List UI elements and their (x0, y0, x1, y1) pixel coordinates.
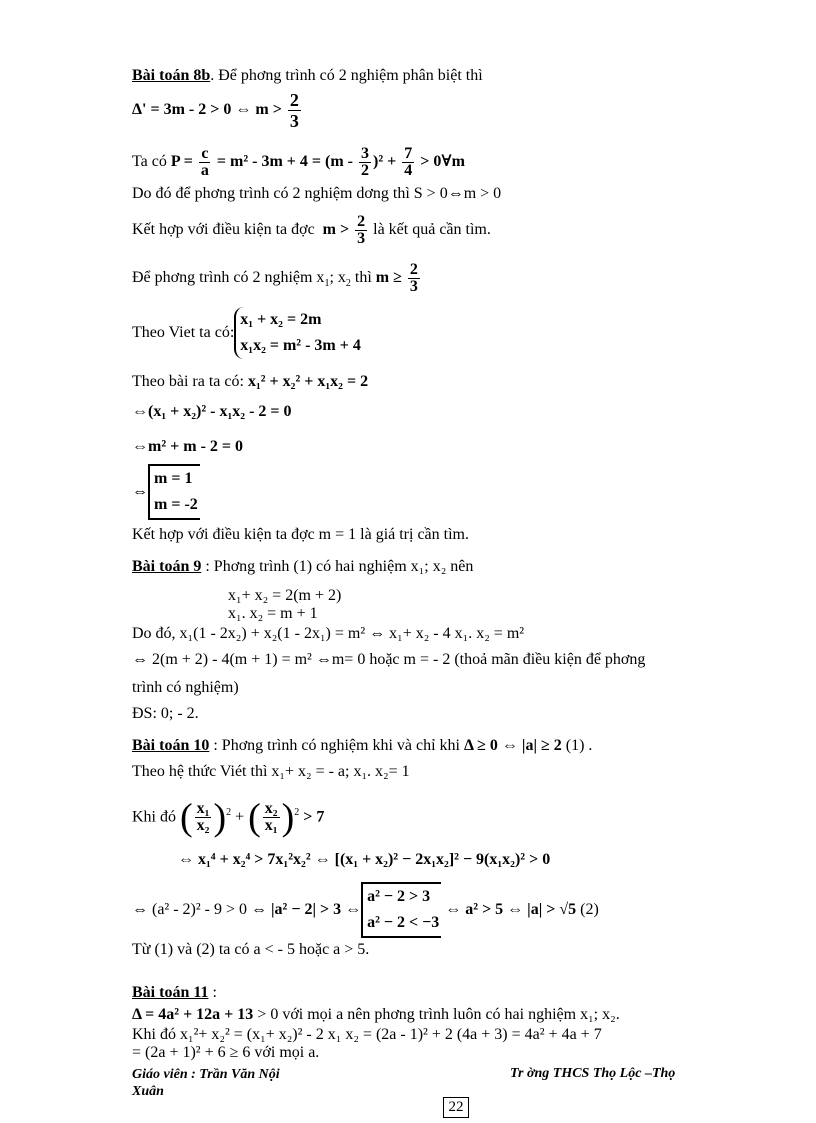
p8b-delta-line (132, 90, 303, 131)
p11-line2: Khi đó x₁²+ x₂² = (x₁+ x₂)² - 2 x₁ x₂ = (2a - 1)² + 2 (4a + 3) = 4a² + 4a + 7 (132, 1026, 602, 1043)
p8c-dk-mid: ; x (329, 269, 346, 286)
p10-cond-post: (1) . (561, 737, 593, 754)
p10-case2: a² − 2 < −3 (367, 914, 440, 932)
p11-heading: Bài toán 11 (132, 984, 209, 1001)
p8b-kh-pre: Kết hợp với điều kiện ta đợc (132, 221, 315, 238)
p10-eq-a-line (132, 880, 599, 940)
frac-num: x₁ (196, 800, 210, 818)
footer-teacher-line2: Xuân (132, 1084, 164, 1099)
p8b-intro-line (132, 66, 483, 86)
sol-1: m = 1 (154, 470, 193, 488)
p9-intro: : Phơng trình (1) có hai nghiệm x₁; x₂ nên (201, 558, 474, 575)
p8c-ketluan: Kết hợp với điều kiện ta đợc m = 1 là giá trị cần tìm. (132, 526, 469, 543)
p10-cases (361, 882, 441, 938)
footer-school: Tr ờng THCS Thọ Lộc –Thọ (510, 1066, 676, 1081)
p8b-heading: Bài toán 8b (132, 67, 211, 84)
p10-eq-a-abs: |a² − 2| > 3 ⇔ (271, 901, 362, 918)
p11-line3: = (2a + 1)² + 6 ≥ 6 với mọi a. (132, 1044, 320, 1061)
frac-num: 3 (361, 144, 369, 162)
frac-num: 2 (357, 212, 366, 230)
p8b-P-end: > 0∀m (420, 153, 465, 170)
frac-den: a (200, 161, 209, 179)
p11-colon: : (208, 984, 217, 1001)
p10-concl: Từ (1) và (2) ta có a < - 5 hoặc a > 5. (132, 941, 370, 958)
frac-x2-x1 (263, 801, 280, 834)
p8c-baira-eq: x₁² + x₂² + x₁x₂ = 2 (247, 373, 369, 390)
p8b-P-mid2: )² + (373, 153, 397, 170)
p8c-iff: ⇔ (132, 483, 148, 500)
frac-2-3 (288, 90, 301, 131)
p10-eq-long: ⇔ x₁⁴ + x₂⁴ > 7x₁²x₂² ⇔ [(x₁ + x₂)² − 2x₁x₂]² − 9(x₁x₂)² > 0 (178, 851, 551, 868)
p9-line2: ⇔ 2(m + 2) - 4(m + 1) = m² ⇔m= 0 hoặc m = - 2 (thoả mãn điều kiện để phơng (132, 651, 646, 668)
frac-den: 2 (361, 161, 369, 179)
p10-eq-a-post: ⇔ a² > 5 ⇔ |a| > √5 (445, 901, 577, 918)
p11-delta: Δ = 4a² + 12a + 13 (132, 1006, 254, 1023)
p10-eq-a-pre: ⇔ (a² - 2)² - 9 > 0 ⇔ (132, 901, 268, 918)
frac-den: 3 (409, 277, 418, 295)
p8b-S-line: Do đó để phơng trình có 2 nghiệm dơng thì S > 0⇔m > 0 (132, 185, 502, 202)
page-number: 22 (443, 1097, 469, 1118)
viet-eq2: x₁x₂ = m² - 3m + 4 (240, 337, 361, 355)
p8c-baira-label: Theo bài ra ta có: (132, 373, 244, 390)
footer-teacher (132, 1066, 280, 1100)
frac-x1-x2 (195, 801, 212, 834)
frac-c-a (199, 146, 211, 179)
p9-line1: Do đó, x₁(1 - 2x₂) + x₂(1 - 2x₁) = m² ⇔ x₁+ x₂ - 4 x₁. x₂ = m² (132, 625, 525, 642)
p9-intro-line (132, 557, 473, 577)
frac-2-3c (408, 262, 420, 295)
footer-teacher-name: Giáo viên : Trần Văn Nội (132, 1067, 280, 1082)
p9-line3: trình có nghiệm) (132, 679, 239, 696)
frac-7-4 (402, 146, 414, 179)
p9-sum: x₁+ x₂ = 2(m + 2) (228, 587, 342, 604)
p9-heading: Bài toán 9 (132, 558, 202, 575)
p9-prod: x₁. x₂ = m + 1 (228, 605, 318, 622)
p8c-baira-line (132, 372, 368, 392)
p8c-sol-line (132, 464, 200, 520)
p10-case1: a² − 2 > 3 (367, 888, 431, 906)
p8c-dk-line: Để phơng trình có 2 nghiệm $x_1$; $x_2$ thì m ≥ $\frac{2}{3}$ (132, 260, 418, 295)
p8c-dk-m: m ≥ (375, 269, 402, 286)
frac-2-3b (355, 214, 367, 247)
p8b-taco: Ta có (132, 153, 167, 170)
p8c-viet-line (132, 306, 363, 360)
frac-den: 3 (289, 111, 299, 131)
p8c-viet-label: Theo Viet ta có: (132, 324, 235, 341)
viet-eq1: x₁ + x₂ = 2m (240, 311, 322, 329)
p8c-dk-thi: thì (350, 269, 376, 286)
p10-gt7: > 7 (303, 808, 325, 826)
p10-intro: : Phơng trình có nghiệm khi và chỉ khi (209, 737, 464, 754)
frac-3-2 (359, 146, 371, 179)
p8b-kh-m: m > (322, 221, 350, 238)
viet-system (234, 307, 363, 359)
p8b-kh-line (132, 208, 491, 252)
frac-den: 4 (404, 161, 413, 179)
p8b-P-lhs: P = (170, 153, 193, 170)
p8b-P-mid: = m² - 3m + 4 = (m - (216, 153, 353, 170)
p11-delta-post: > 0 với mọi a nên phơng trình luôn có hai nghiệm x₁; x₂. (253, 1006, 620, 1023)
frac-num: 7 (404, 144, 413, 162)
p10-khido: Khi đó (132, 808, 176, 826)
p8c-eq2: ⇔m² + m - 2 = 0 (132, 438, 244, 455)
solution-set (148, 464, 200, 520)
p9-ds: ĐS: 0; - 2. (132, 705, 199, 722)
p8b-kh-post: là kết quả cần tìm. (373, 221, 491, 238)
frac-num: x₂ (264, 800, 278, 818)
frac-den: x₁ (264, 817, 278, 835)
p11-heading-line (132, 983, 217, 1003)
sol-2: m = -2 (154, 496, 198, 514)
frac-den: x₂ (196, 817, 210, 835)
p8c-dk-pre: Để phơng trình có 2 nghiệm x (132, 269, 325, 286)
p10-cond: Δ ≥ 0 ⇔ |a| ≥ 2 (464, 737, 562, 754)
p8b-intro: . Để phơng trình có 2 nghiệm phân biệt thì (210, 67, 483, 84)
frac-den: 3 (357, 229, 366, 247)
p8c-eq1: ⇔(x₁ + x₂)² - x₁x₂ - 2 = 0 (132, 403, 292, 420)
p10-viet: Theo hệ thức Viét thì x₁+ x₂ = - a; x₁. x₂= 1 (132, 763, 410, 780)
p10-plus: + (235, 808, 245, 826)
frac-num: c (201, 144, 209, 162)
p11-delta-line (132, 1005, 620, 1025)
p10-heading: Bài toán 10 (132, 737, 210, 754)
p10-intro-line (132, 736, 592, 756)
frac-num: 2 (289, 90, 299, 110)
p8b-delta: Δ' = 3m - 2 > 0 ⇔ m > (132, 101, 282, 119)
frac-num: 2 (409, 260, 418, 278)
p10-eq-a-num: (2) (576, 901, 599, 918)
p8b-P-line (132, 142, 465, 182)
p10-khido-line: Khi đó ( $\frac{\text{x₁}}{\text{x₂}}$ )$^2$ + ( $\frac{\text{x₂}}{\text{x₁}}$ )$^2$ > 7 (132, 796, 325, 839)
